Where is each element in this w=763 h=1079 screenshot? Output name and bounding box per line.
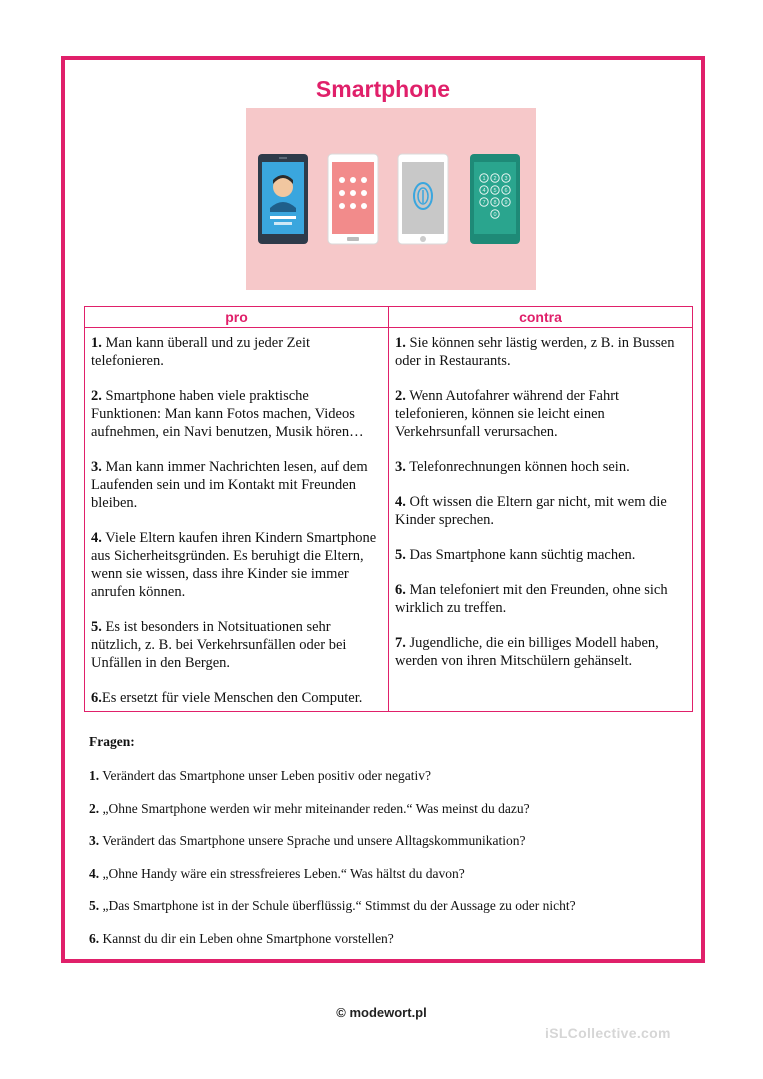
pro-item: 2. Smartphone haben viele praktische Funktionen: Man kann Fotos machen, Videos aufnehmen, ein Navi benutzen, Musik hören… — [91, 388, 364, 440]
question-item: 6. Kannst du dir ein Leben ohne Smartphone vorstellen? — [89, 930, 394, 946]
phone-profile-icon — [258, 154, 308, 244]
phone-pattern-lock-icon — [328, 154, 378, 244]
keypad-digit: 2 — [493, 176, 497, 183]
phone-keypad-icon — [470, 154, 520, 244]
keypad-digit: 5 — [493, 188, 497, 195]
contra-item: 4. Oft wissen die Eltern gar nicht, mit wem die Kinder sprechen. — [395, 494, 667, 528]
contra-item: 3. Telefonrechnungen können hoch sein. — [395, 459, 630, 475]
keypad-digit: 1 — [482, 176, 486, 183]
worksheet-frame — [61, 56, 705, 963]
contra-header: contra — [389, 307, 693, 328]
keypad-digit: 0 — [493, 212, 497, 219]
pro-item: 1. Man kann überall und zu jeder Zeit telefonieren. — [91, 335, 311, 369]
questions-section — [89, 734, 689, 963]
pro-header: pro — [85, 307, 389, 328]
contra-item: 7. Jugendliche, die ein billiges Modell haben, werden von ihren Mitschülern gehänselt. — [395, 635, 659, 669]
keypad-digit: 4 — [482, 188, 486, 195]
contra-item: 1. Sie können sehr lästig werden, z B. in Bussen oder in Restaurants. — [395, 335, 675, 369]
question-item: 4. „Ohne Handy wäre ein stressfreieres Leben.“ Was hältst du davon? — [89, 865, 465, 881]
pro-item: 3. Man kann immer Nachrichten lesen, auf dem Laufenden sein und im Kontakt mit Freunden bleiben. — [91, 459, 368, 511]
keypad-digit: 9 — [504, 200, 508, 207]
question-item: 1. Verändert das Smartphone unser Leben positiv oder negativ? — [89, 768, 432, 783]
keypad-digit: 6 — [504, 188, 508, 195]
question-item: 2. „Ohne Smartphone werden wir mehr miteinander reden.“ Was meinst du dazu? — [89, 800, 530, 816]
pro-contra-table — [84, 306, 693, 712]
contra-item: 2. Wenn Autofahrer während der Fahrt telefonieren, können sie leicht einen Verkehrsunfall verursachen. — [395, 388, 620, 440]
question-item: 3. Verändert das Smartphone unsere Sprache und unsere Alltagskommunikation? — [89, 833, 526, 849]
phone-fingerprint-icon — [398, 154, 448, 244]
smartphones-svg — [246, 108, 536, 290]
pro-item: 4. Viele Eltern kaufen ihren Kindern Smartphone aus Sicherheitsgründen. Es beruhigt die Eltern, wenn sie wissen, dass ihre Kinder sie immer anrufen können. — [91, 530, 377, 600]
contra-item: 6. Man telefoniert mit den Freunden, ohne sich wirklich zu treffen. — [395, 582, 668, 616]
pro-item: 5. Es ist besonders in Notsituationen sehr nützlich, z. B. bei Verkehrsunfällen oder bei Unfällen in den Bergen. — [91, 619, 347, 671]
keypad-digit: 8 — [493, 200, 497, 207]
smartphones-illustration — [246, 108, 536, 290]
worksheet-title: Smartphone — [315, 76, 451, 102]
contra-column — [389, 328, 693, 712]
question-item: 5. „Das Smartphone ist in der Schule überflüssig.“ Stimmst du der Aussage zu oder nicht? — [89, 898, 576, 914]
keypad-digit: 7 — [482, 200, 486, 207]
watermark-logo: iSLCollective.com — [545, 1025, 671, 1041]
pro-column — [85, 328, 389, 712]
copyright-notice: © modewort.pl — [336, 1005, 427, 1020]
questions-heading: Fragen: — [89, 734, 135, 749]
keypad-digit: 3 — [504, 176, 508, 183]
contra-item: 5. Das Smartphone kann süchtig machen. — [395, 547, 636, 563]
pro-item: 6.Es ersetzt für viele Menschen den Computer. — [91, 690, 363, 706]
